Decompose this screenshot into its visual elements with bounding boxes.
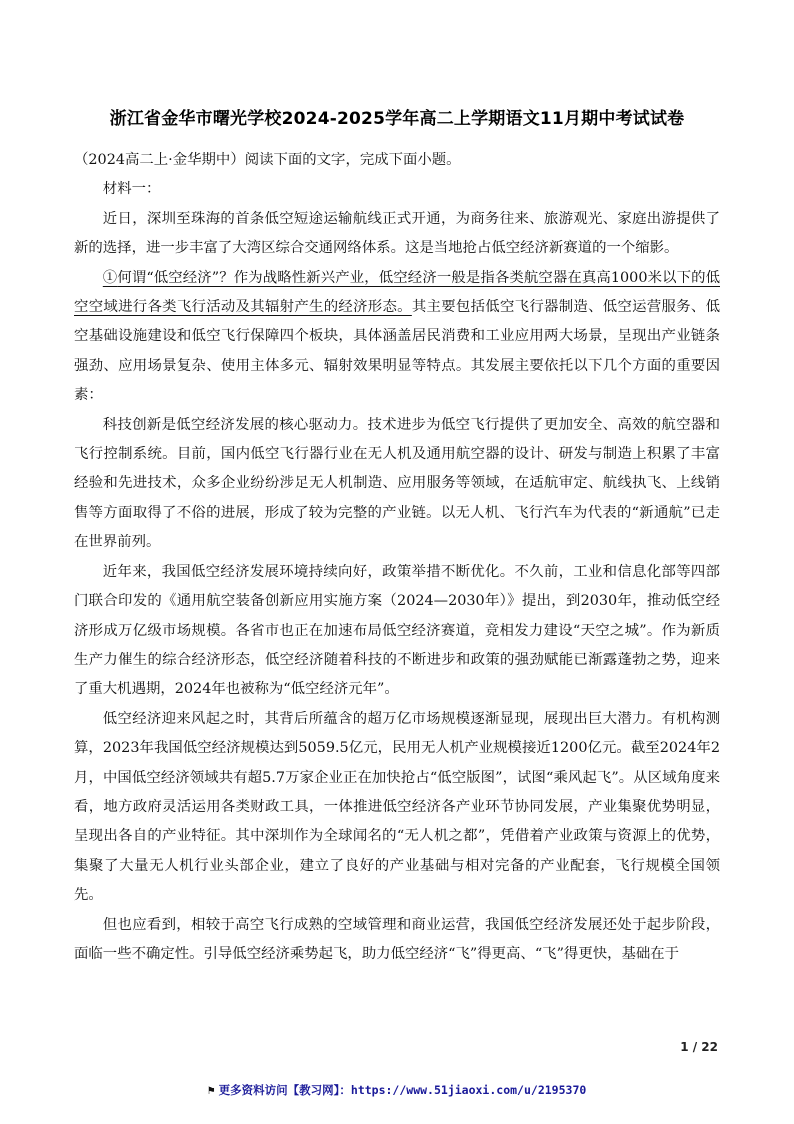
flag-icon: ⚑ (207, 1083, 215, 1097)
paragraph-1: 近日，深圳至珠海的首条低空短途运输航线正式开通，为商务往来、旅游观光、家庭出游提供了新的选择，进一步丰富了大湾区综合交通网络体系。这是当地抢占低空经济新赛道的一个缩影。 (74, 210, 720, 257)
paragraph-2-rest: 其主要包括低空飞行器制造、低空运营服务、低空基础设施建设和低空飞行保障四个板块，具体涵盖居民消费和工业应用两大场景，呈现出产业链条强劲、应用场景复杂、使用主体多元、辐射效果明显等特点。其发展主要依托以下几个方面的重要因素： (74, 299, 720, 404)
intro-line: （2024高二上·金华期中）阅读下面的文字，完成下面小题。 (74, 152, 461, 168)
document-title: 浙江省金华市曙光学校2024-2025学年高二上学期语文11月期中考试试卷 (109, 109, 685, 129)
material-label: 材料一： (102, 181, 161, 198)
page-number: 1 / 22 (680, 1040, 718, 1054)
paragraph-6: 但也应看到，相较于高空飞行成熟的空域管理和商业运营，我国低空经济发展还处于起步阶段，面临一些不确定性。引导低空经济乘势起飞，助力低空经济“飞”得更高、“飞”得更快，基础在于 (74, 916, 720, 962)
paragraph-2-underlined: 何谓“低空经济”？作为战略性新兴产业，低空经济一般是指各类航空器在真高1000米以下的低空空域进行各类飞行活动及其辐射产生的经济形态。 (74, 269, 720, 316)
paragraph-4: 近年来，我国低空经济发展环境持续向好，政策举措不断优化。不久前，工业和信息化部等四部门联合印发的《通用航空装备创新应用实施方案（2024—2030年）》提出，到2030年，推动低空经济形成万亿级市场规模。各省市也正在加速布局低空经济赛道，竞相发力建设“天空之城”。作为新质生产力催生的综合经济形态，低空经济随着科技的不断进步和政策的强劲赋能已渐露蓬勃之势，迎来了重大机遇期，2024年也被称为“低空经济元年”。 (74, 563, 720, 698)
footer-link[interactable] (0, 1082, 794, 1098)
paragraph-5: 低空经济迎来风起之时，其背后所蕴含的超万亿市场规模逐渐显现，展现出巨大潜力。有机构测算，2023年我国低空经济规模达到5059.5亿元，民用无人机产业规模接近1200亿元。截至2024年2月，中国低空经济领域共有超5.7万家企业正在加快抢占“低空版图”，试图“乘风起飞”。从区域角度来看，地方政府灵活运用各类财政工具，一体推进低空经济各产业环节协同发展，产业集聚优势明显，呈现出各自的产业特征。其中深圳作为全球闻名的“无人机之都”，凭借着产业政策与资源上的优势，集聚了大量无人机行业头部企业，建立了良好的产业基础与相对完备的产业配套，飞行规模全国领先。 (74, 710, 720, 904)
document-body (74, 146, 720, 969)
paragraph-2 (74, 264, 720, 411)
paragraph-3: 科技创新是低空经济发展的核心驱动力。技术进步为低空飞行提供了更加安全、高效的航空器和飞行控制系统。目前，国内低空飞行器行业在无人机及通用航空器的设计、研发与制造上积累了丰富经验和先进技术，众多企业纷纷涉足无人机制造、应用服务等领域，在适航审定、航线执飞、上线销售等方面取得了不俗的进展，形成了较为完整的产业链。以无人机、飞行汽车为代表的“新通航”已走在世界前列。 (74, 416, 720, 551)
paragraph-2-marker: ① (102, 269, 118, 286)
footer-text[interactable]: 更多资料访问【教习网】：https://www.51jiaoxi.com/u/2195370 (218, 1083, 587, 1097)
